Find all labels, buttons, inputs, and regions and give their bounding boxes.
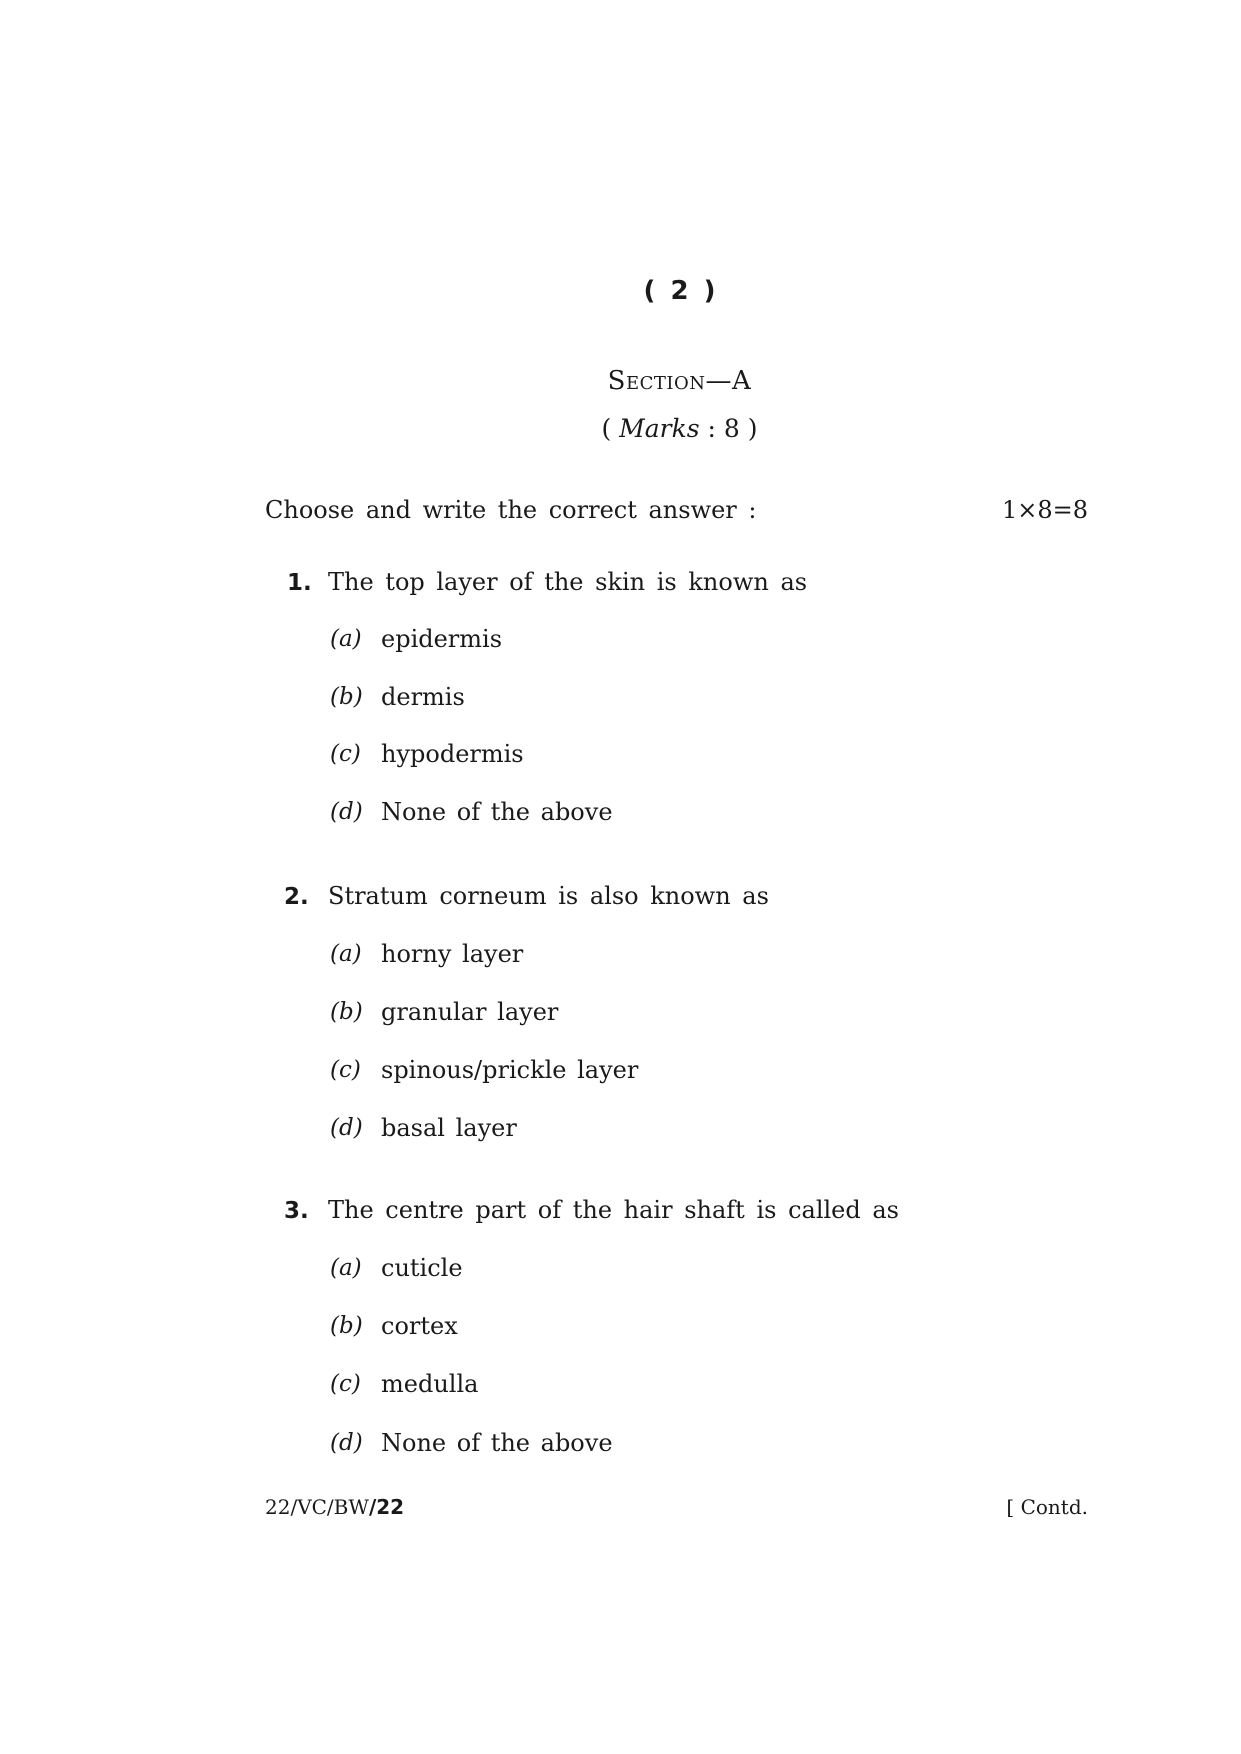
question-text: Stratum corneum is also known as: [328, 882, 769, 910]
section-heading-suffix: —A: [705, 366, 752, 396]
option-text: hypodermis: [381, 740, 524, 768]
option-text: spinous/prickle layer: [381, 1056, 639, 1084]
section-heading-prefix: Section: [607, 366, 706, 396]
question-number: 3.: [284, 1198, 309, 1224]
option-text: epidermis: [381, 625, 503, 653]
paper-code: [265, 1495, 404, 1519]
option-label: (b): [330, 684, 363, 710]
question-text: The centre part of the hair shaft is called as: [328, 1196, 899, 1224]
paper-code-plain: 22/VC/BW: [265, 1495, 369, 1519]
option-label: (d): [330, 1115, 363, 1141]
option-text: cuticle: [381, 1254, 463, 1282]
marks-open: (: [601, 414, 620, 443]
marks-label: Marks: [619, 414, 700, 443]
option-label: (d): [330, 799, 363, 825]
instruction-text: Choose and write the correct answer :: [265, 496, 757, 524]
option-text: horny layer: [381, 940, 524, 968]
option-label: (a): [330, 626, 362, 652]
continued-note: [ Contd.: [1006, 1495, 1088, 1519]
page-number: ( 2 ): [643, 276, 716, 306]
option-label: (a): [330, 1255, 362, 1281]
option-text: None of the above: [381, 1429, 613, 1457]
option-label: (b): [330, 999, 363, 1025]
option-text: basal layer: [381, 1114, 517, 1142]
question-text: The top layer of the skin is known as: [328, 568, 808, 596]
option-text: cortex: [381, 1312, 458, 1340]
paper-code-bold: /22: [368, 1495, 405, 1519]
question-number: 1.: [287, 570, 312, 596]
option-label: (b): [330, 1313, 363, 1339]
question-number: 2.: [284, 884, 309, 910]
section-marks: [0, 414, 1241, 443]
score-allocation: 1×8=8: [1001, 496, 1088, 524]
option-text: medulla: [381, 1370, 479, 1398]
option-label: (d): [330, 1430, 363, 1456]
marks-rest: : 8 ): [699, 414, 758, 443]
option-label: (a): [330, 941, 362, 967]
option-label: (c): [330, 1057, 361, 1083]
section-heading: [0, 366, 1241, 396]
option-label: (c): [330, 1371, 361, 1397]
option-text: dermis: [381, 683, 465, 711]
option-text: granular layer: [381, 998, 559, 1026]
option-text: None of the above: [381, 798, 613, 826]
option-label: (c): [330, 741, 361, 767]
